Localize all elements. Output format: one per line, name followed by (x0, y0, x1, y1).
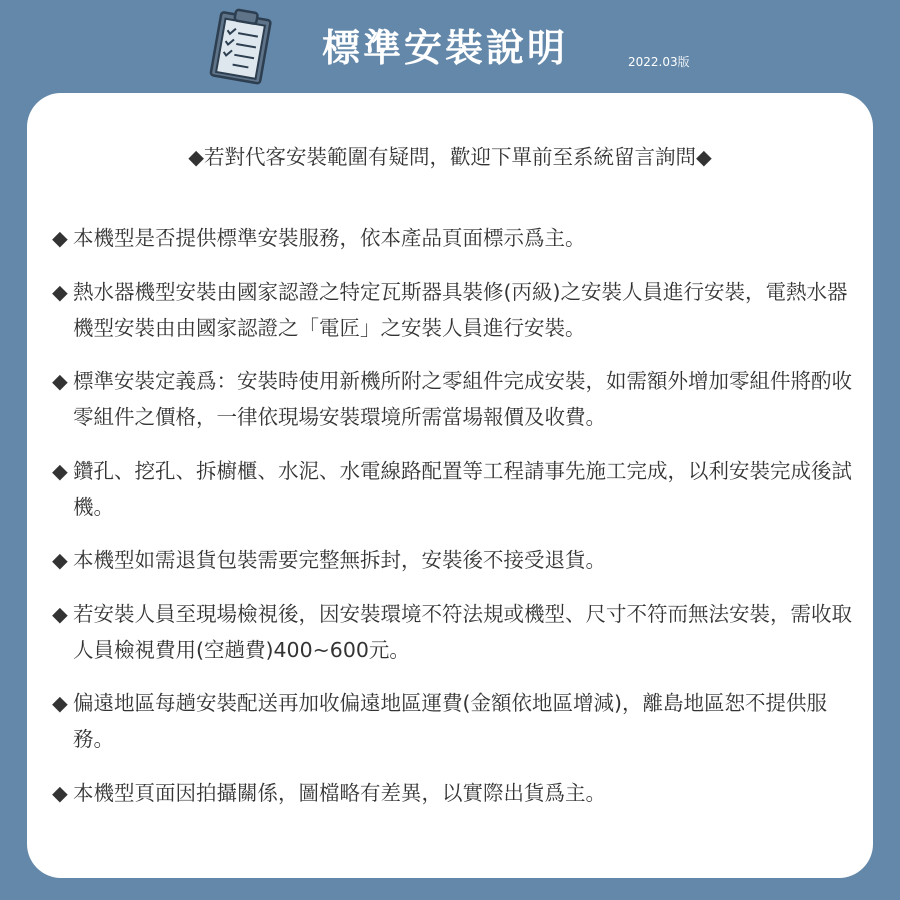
rule-item (52, 274, 852, 346)
diamond-bullet-icon: ◆ (52, 369, 68, 393)
rule-text: 本機型頁面因拍攝關係，圖檔略有差異，以實際出貨爲主。 (73, 780, 606, 805)
rule-text: 若安裝人員至現場檢視後，因安裝環境不符法規或機型、尺寸不符而無法安裝，需收取人員檢視費用(空趟費)400~600元。 (73, 601, 852, 662)
diamond-bullet-icon: ◆ (52, 548, 68, 572)
diamond-bullet-icon: ◆ (52, 458, 68, 483)
rule-item (52, 542, 852, 578)
rule-item (52, 363, 852, 435)
rule-text: 偏遠地區每趟安裝配送再加收偏遠地區運費(金額依地區增減)，離島地區恕不提供服務。 (73, 691, 827, 751)
diamond-bullet-icon: ◆ (52, 691, 68, 715)
rule-item (52, 775, 852, 811)
diamond-bullet-icon: ◆ (52, 601, 68, 626)
rule-item (52, 220, 852, 256)
page-title: 標準安裝說明 (322, 26, 569, 70)
clipboard-checklist-icon (208, 6, 276, 86)
header (0, 0, 900, 92)
rule-text: 本機型如需退貨包裝需要完整無拆封，安裝後不接受退貨。 (73, 548, 606, 572)
diamond-bullet-icon: ◆ (696, 145, 712, 169)
notice-text: 若對代客安裝範圍有疑問，歡迎下單前至系統留言詢問 (204, 145, 696, 169)
content-card (27, 93, 873, 878)
diamond-bullet-icon: ◆ (188, 145, 204, 169)
rule-text: 標準安裝定義爲：安裝時使用新機所附之零組件完成安裝，如需額外增加零組件將酌收零組件之價格，一律依現場安裝環境所需當場報價及收費。 (73, 369, 852, 429)
version-label: 2022.03版 (628, 55, 690, 69)
rules-list (52, 220, 852, 828)
rule-item (52, 453, 852, 525)
diamond-bullet-icon: ◆ (52, 279, 68, 304)
diamond-bullet-icon: ◆ (52, 780, 68, 805)
notice-line (27, 140, 873, 170)
rule-text: 鑽孔、挖孔、拆櫥櫃、水泥、水電線路配置等工程請事先施工完成，以利安裝完成後試機。 (73, 458, 852, 519)
rule-text: 本機型是否提供標準安裝服務，依本產品頁面標示爲主。 (73, 226, 586, 250)
rule-text: 熱水器機型安裝由國家認證之特定瓦斯器具裝修(丙級)之安裝人員進行安裝，電熱水器機型安裝由由國家認證之「電匠」之安裝人員進行安裝。 (73, 279, 848, 340)
rule-item (52, 596, 852, 668)
rule-item (52, 685, 852, 757)
diamond-bullet-icon: ◆ (52, 226, 68, 250)
